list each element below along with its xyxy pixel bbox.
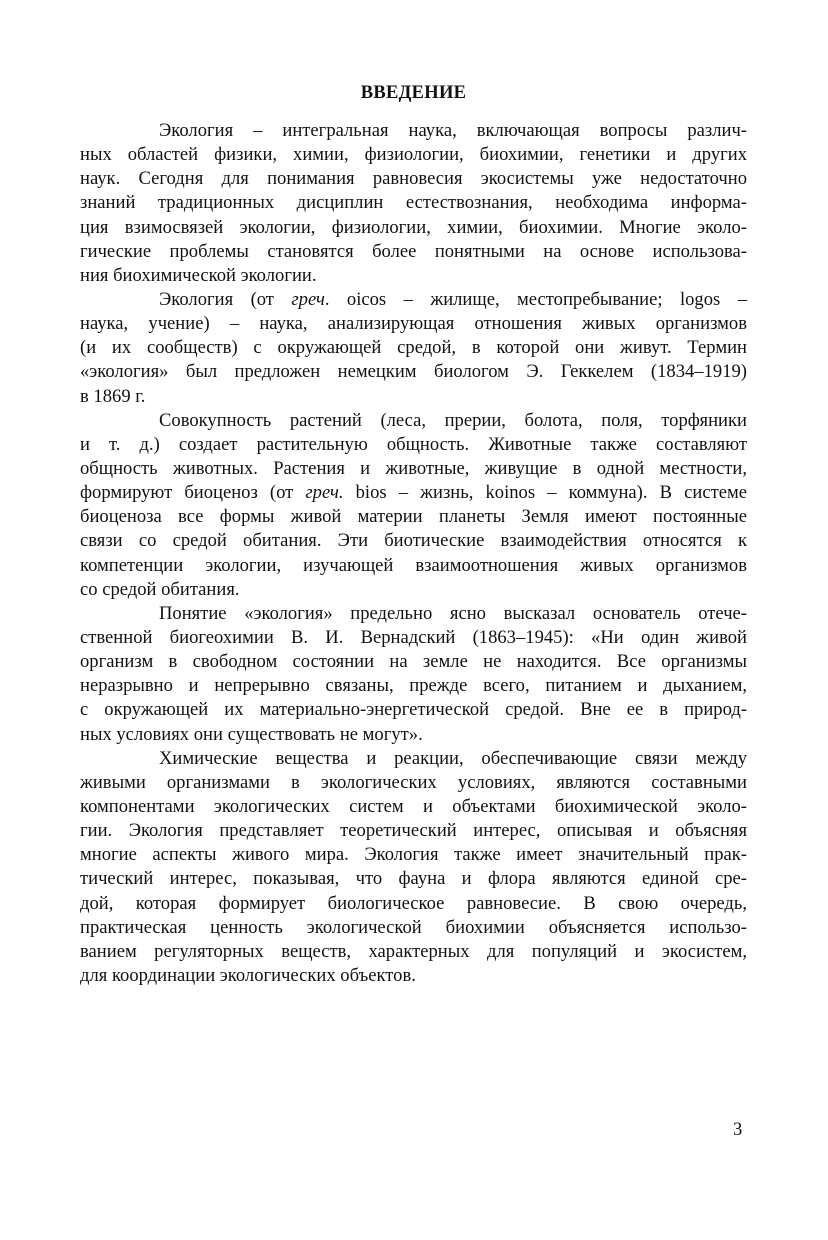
text-line: наука, учение) – наука, анализирующая отношения живых организмов	[80, 313, 747, 335]
paragraph-1	[80, 119, 747, 288]
text-line: и т. д.) создает растительную общность. Животные также составляют	[80, 433, 747, 455]
text-line: дой, которая формирует биологическое равновесие. В свою очередь,	[80, 892, 747, 914]
text-line: компетенции экологии, изучающей взаимоотношения живых организмов	[80, 554, 747, 576]
paragraph-2	[80, 288, 747, 409]
text-line: Химические вещества и реакции, обеспечивающие связи между	[159, 747, 747, 769]
paragraph-5	[80, 747, 747, 988]
text-segment: формируют биоценоз (от	[80, 482, 306, 504]
text-segment: . oicos – жилище, местопребывание; logos –	[324, 288, 747, 310]
text-line: ных областей физики, химии, физиологии, биохимии, генетики и других	[80, 144, 747, 166]
italic-abbreviation: греч.	[305, 482, 344, 504]
text-line: (и их сообществ) с окружающей средой, в которой они живут. Термин	[80, 337, 747, 359]
text-line: практическая ценность экологической биохимии объясняется использо-	[80, 916, 747, 938]
text-line: компонентами экологических систем и объектами биохимической эколо-	[80, 795, 747, 817]
text-line: со средой обитания.	[80, 578, 240, 600]
text-line: для координации экологических объектов.	[80, 964, 416, 986]
text-line	[80, 481, 747, 505]
text-segment: Экология (от	[159, 288, 292, 310]
page-number: 3	[733, 1120, 743, 1140]
paragraph-3	[80, 409, 747, 602]
text-line: «экология» был предложен немецким биологом Э. Геккелем (1834–1919)	[80, 361, 747, 383]
text-line: ция взимосвязей экологии, физиологии, химии, биохимии. Многие эколо-	[80, 216, 747, 238]
text-line: ванием регуляторных веществ, характерных для популяций и экосистем,	[80, 940, 747, 962]
text-line: ственной биогеохимии В. И. Вернадский (1863–1945): «Ни один живой	[80, 626, 747, 648]
text-segment: bios – жизнь, koinos – коммуна). В системе	[343, 482, 747, 504]
text-line: с окружающей их материально-энергетической средой. Вне ее в природ-	[80, 699, 747, 721]
text-line: биоценоза все формы живой материи планеты Земля имеют постоянные	[80, 506, 747, 528]
text-line	[80, 288, 747, 312]
text-line: тический интерес, показывая, что фауна и флора являются единой сре-	[80, 868, 747, 890]
text-line: Совокупность растений (леса, прерии, болота, поля, торфяники	[159, 409, 747, 431]
text-line: живыми организмами в экологических условиях, являются составными	[80, 771, 747, 793]
text-line: общность животных. Растения и животные, живущие в одной местности,	[80, 457, 747, 479]
text-line: организм в свободном состоянии на земле не находится. Все организмы	[80, 651, 747, 673]
text-line: Экология – интегральная наука, включающая вопросы различ-	[159, 120, 747, 141]
text-line: ных условиях они существовать не могут».	[80, 723, 423, 745]
text-line: многие аспекты живого мира. Экология также имеет значительный прак-	[80, 844, 747, 866]
text-line: ния биохимической экологии.	[80, 264, 317, 286]
text-line: наук. Сегодня для понимания равновесия экосистемы уже недостаточно	[80, 168, 747, 190]
body-text	[80, 119, 747, 988]
text-line: Понятие «экология» предельно ясно высказал основатель отече-	[159, 602, 747, 624]
text-line: знаний традиционных дисциплин естествознания, необходима информа-	[80, 192, 747, 214]
text-line: неразрывно и непрерывно связаны, прежде всего, питанием и дыханием,	[80, 675, 747, 697]
text-line: связи со средой обитания. Эти биотические взаимодействия относятся к	[80, 530, 747, 552]
paragraph-4	[80, 602, 747, 747]
page-title: ВВЕДЕНИЕ	[360, 83, 467, 103]
text-line: гические проблемы становятся более понятными на основе использова-	[80, 240, 747, 262]
text-line: в 1869 г.	[80, 385, 146, 407]
text-line: гии. Экология представляет теоретический интерес, описывая и объясняя	[80, 820, 747, 842]
italic-abbreviation: греч	[291, 288, 325, 310]
